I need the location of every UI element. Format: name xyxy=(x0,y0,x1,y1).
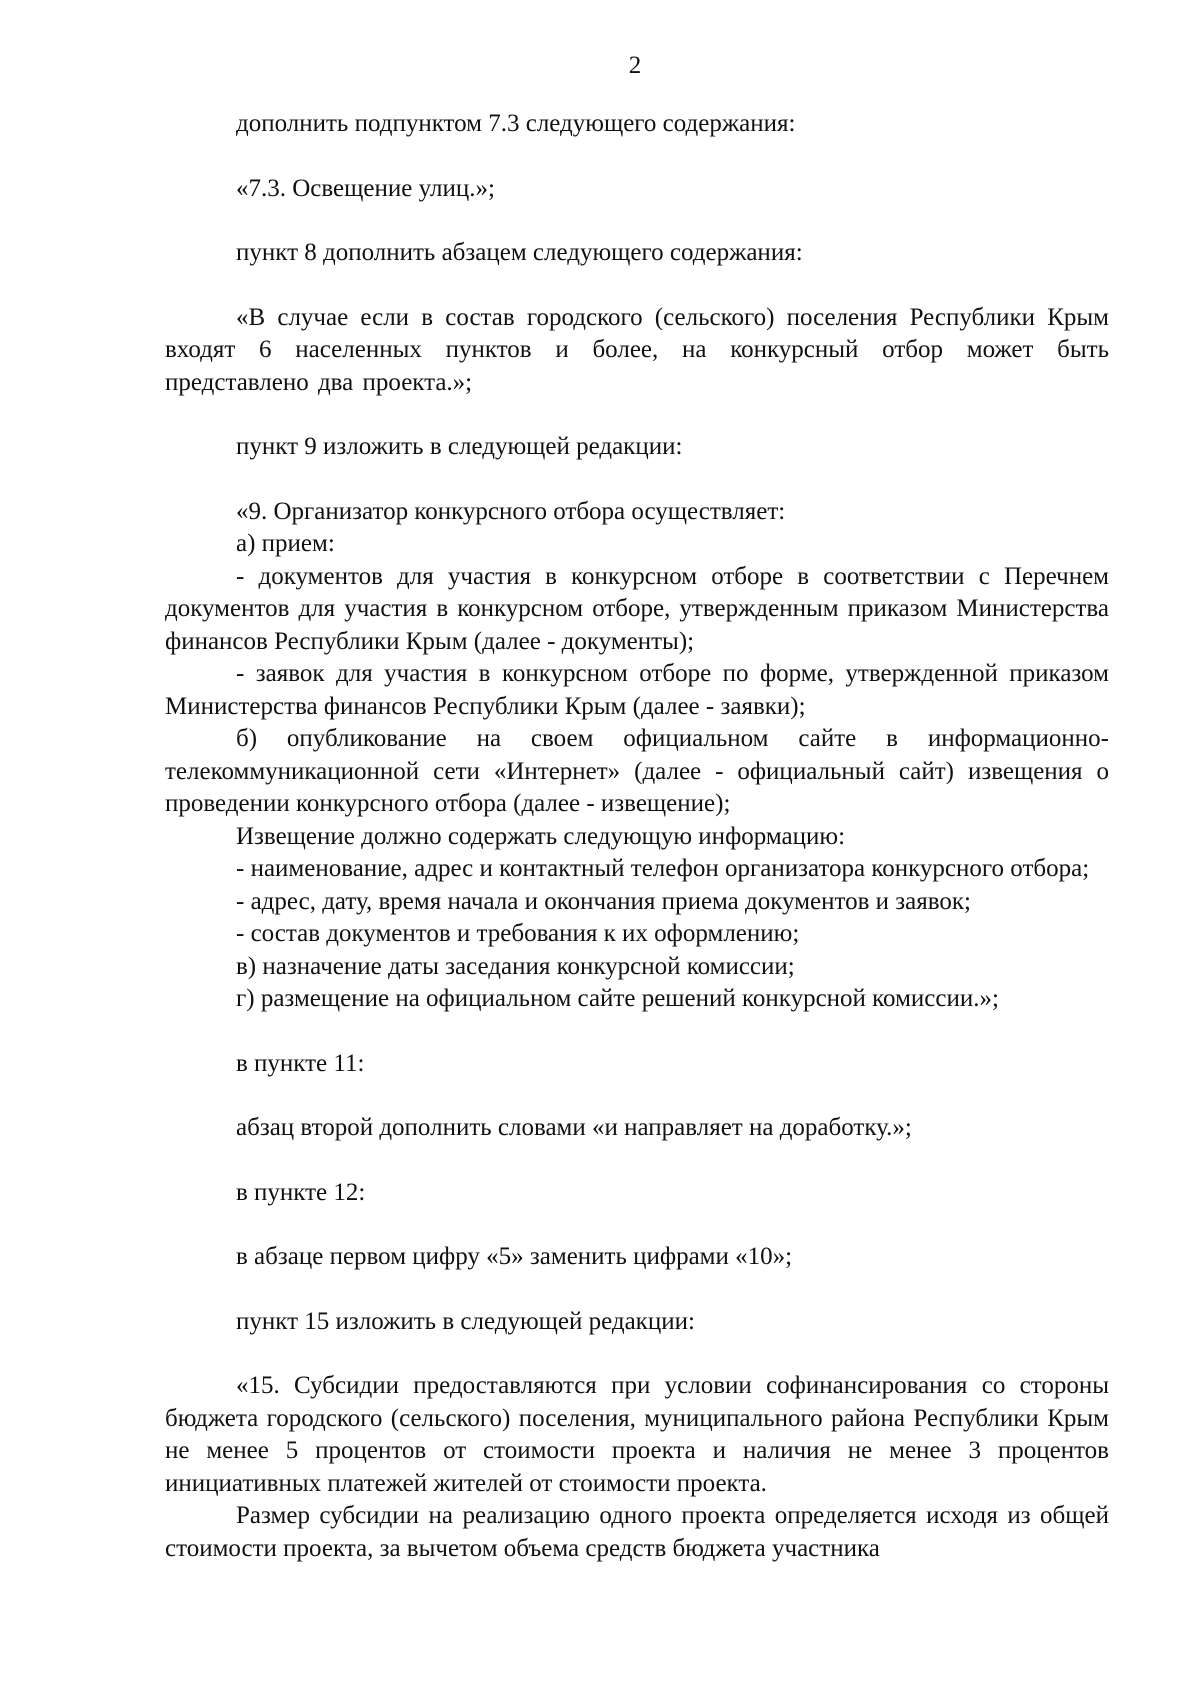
paragraph: - документов для участия в конкурсном отборе в соответствии с Перечнем документов для участия в конкурсном отборе, утвержденным приказом Министерства финансов Республики Крым (далее - документы); xyxy=(165,562,1109,655)
paragraph: Размер субсидии на реализацию одного проекта определяется исходя из общей стоимости проекта, за вычетом объема средств бюджета участника xyxy=(165,1502,1109,1562)
paragraph: в) назначение даты заседания конкурсной комиссии; xyxy=(236,952,795,980)
paragraph: «15. Субсидии предоставляются при условии софинансирования со стороны бюджета городского (сельского) поселения, муниципального района Республики Крым не менее 5 процентов от стоимости проекта и наличия не менее 3 процентов инициативных платежей жителей от стоимости проекта. xyxy=(165,1372,1109,1497)
paragraph: пункт 15 изложить в следующей редакции: xyxy=(236,1307,695,1335)
paragraph: дополнить подпунктом 7.3 следующего содержания: xyxy=(236,110,796,137)
paragraph: - состав документов и требования к их оформлению; xyxy=(236,920,800,947)
paragraph: пункт 8 дополнить абзацем следующего содержания: xyxy=(236,239,803,266)
paragraph: абзац второй дополнить словами «и направляет на доработку.»; xyxy=(236,1114,912,1141)
paragraph: - адрес, дату, время начала и окончания приема документов и заявок; xyxy=(236,887,971,915)
paragraph: б) опубликование на своем официальном сайте в информационно-телекоммуникационной сети «Интернет» (далее - официальный сайт) извещения о проведении конкурсного отбора (далее - извещение); xyxy=(165,725,1109,817)
paragraph: «7.3. Освещение улиц.»; xyxy=(236,174,495,202)
paragraph: пункт 9 изложить в следующей редакции: xyxy=(236,433,683,460)
paragraph: «В случае если в состав городского (сельского) поселения Республики Крым входят 6 населенных пунктов и более, на конкурсный отбор может быть представлено два проекта.»; xyxy=(165,303,1109,396)
paragraph: - наименование, адрес и контактный телефон организатора конкурсного отбора; xyxy=(236,855,1090,882)
paragraph: а) прием: xyxy=(236,530,335,557)
paragraph: - заявок для участия в конкурсном отборе по форме, утвержденной приказом Министерства финансов Республики Крым (далее - заявки); xyxy=(165,660,1109,720)
paragraph: «9. Организатор конкурсного отбора осуществляет: xyxy=(236,497,786,525)
paragraph: в пункте 11: xyxy=(236,1049,365,1077)
paragraph: Извещение должно содержать следующую информацию: xyxy=(236,822,846,850)
document-body xyxy=(165,108,1109,1565)
page-number: 2 xyxy=(628,52,642,79)
paragraph: г) размещение на официальном сайте решений конкурсной комиссии.»; xyxy=(236,985,999,1012)
paragraph: в абзаце первом цифру «5» заменить цифрами «10»; xyxy=(236,1243,793,1270)
paragraph: в пункте 12: xyxy=(236,1178,366,1206)
